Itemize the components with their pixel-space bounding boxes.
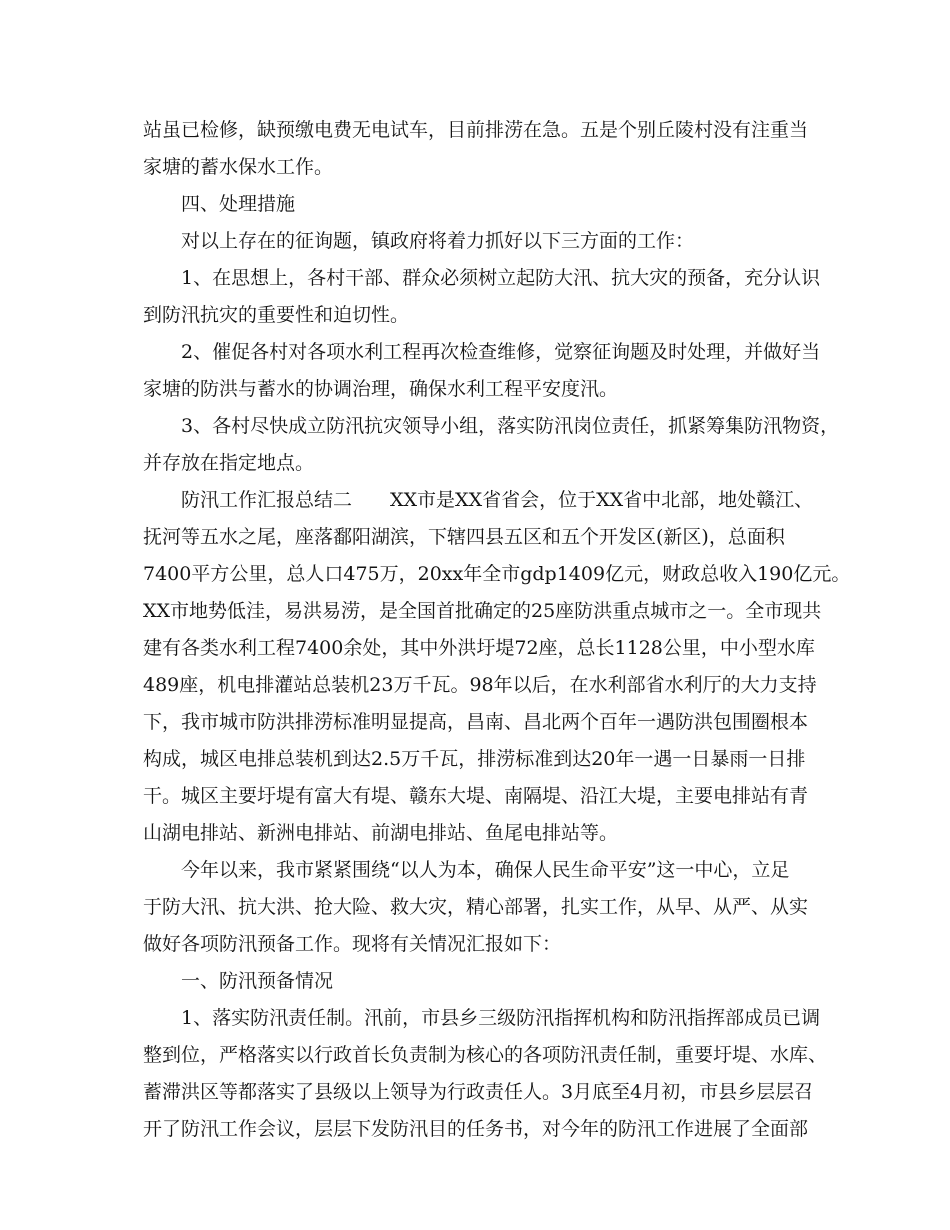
text-line: 蓄滞洪区等都落实了县级以上领导为行政责任人。3月底至4月初，市县乡层层召	[143, 1081, 814, 1103]
text-line: 做好各项防汛预备工作。现将有关情况汇报如下：	[143, 933, 562, 955]
text-line: 构成，城区电排总装机到达2.5万千瓦，排涝标准到达20年一遇一日暴雨一日排	[143, 748, 806, 770]
text-line: 到防汛抗灾的重要性和迫切性。	[143, 304, 410, 326]
text-line: 建有各类水利工程7400余处，其中外洪圩堤72座，总长1128公里，中小型水库	[143, 637, 815, 659]
text-line: 站虽已检修，缺预缴电费无电试车，目前排涝在急。五是个别丘陵村没有注重当	[143, 119, 809, 141]
text-line: 7400平方公里，总人口475万，20xx年全市gdp1409亿元，财政总收入190亿元。	[143, 563, 851, 585]
text-line: 2、催促各村对各项水利工程再次检查维修，觉察征询题及时处理，并做好当	[181, 341, 821, 363]
text-line: 防汛工作汇报总结二 XX市是XX省省会，位于XX省中北部，地处赣江、	[181, 489, 814, 511]
text-line: 开了防汛工作会议，层层下发防汛目的任务书，对今年的防汛工作进展了全面部	[143, 1118, 809, 1140]
text-line: 抚河等五水之尾，座落鄱阳湖滨，下辖四县五区和五个开发区(新区)，总面积	[143, 526, 785, 548]
text-line: 于防大汛、抗大洪、抢大险、救大灾，精心部署，扎实工作，从早、从严、从实	[143, 896, 809, 918]
section-heading: 一、防汛预备情况	[181, 970, 334, 992]
text-line: XX市地势低洼，易洪易涝，是全国首批确定的25座防洪重点城市之一。全市现共	[143, 600, 822, 622]
text-line: 下，我市城市防洪排涝标准明显提高，昌南、昌北两个百年一遇防洪包围圈根本	[143, 711, 809, 733]
text-line: 并存放在指定地点。	[143, 452, 315, 474]
text-line: 整到位，严格落实以行政首长负责制为核心的各项防汛责任制，重要圩堤、水库、	[143, 1044, 828, 1066]
text-line: 今年以来，我市紧紧围绕“以人为本，确保人民生命平安”这一中心，立足	[181, 859, 790, 881]
text-line: 489座，机电排灌站总装机23万千瓦。98年以后，在水利部省水利厅的大力支持	[143, 674, 817, 696]
section-heading: 四、处理措施	[181, 193, 296, 215]
text-line: 1、落实防汛责任制。汛前，市县乡三级防汛指挥机构和防汛指挥部成员已调	[181, 1007, 821, 1029]
text-line: 家塘的防洪与蓄水的协调治理，确保水利工程平安度汛。	[143, 378, 619, 400]
text-line: 干。城区主要圩堤有富大有堤、赣东大堤、南隔堤、沿江大堤，主要电排站有青	[143, 785, 809, 807]
text-line: 家塘的蓄水保水工作。	[143, 156, 334, 178]
text-line: 1、在思想上，各村干部、群众必须树立起防大汛、抗大灾的预备，充分认识	[181, 267, 821, 289]
text-line: 3、各村尽快成立防汛抗灾领导小组，落实防汛岗位责任，抓紧筹集防汛物资，	[181, 415, 840, 437]
text-line: 对以上存在的征询题，镇政府将着力抓好以下三方面的工作：	[181, 230, 695, 252]
text-line: 山湖电排站、新洲电排站、前湖电排站、鱼尾电排站等。	[143, 822, 619, 844]
